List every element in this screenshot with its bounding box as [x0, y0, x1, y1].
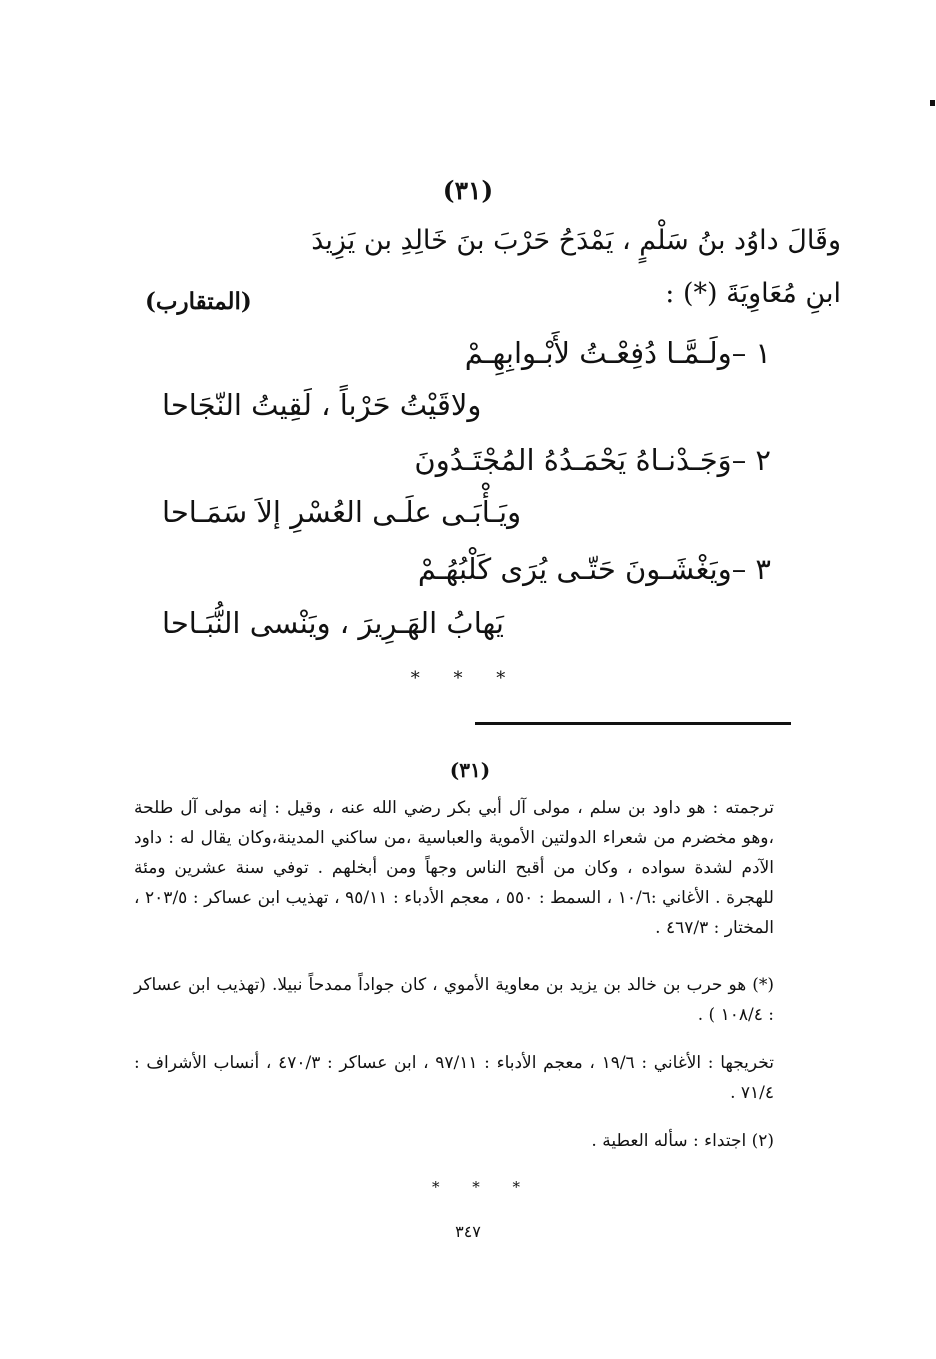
footnote-divider [475, 722, 791, 725]
margin-mark [930, 100, 935, 106]
verse-1-first-hemistich: ١ –ولَـمَّـا دُفِعْـتُ لأَبْـوابِهِـمْ [464, 336, 771, 370]
verse-3-second-hemistich: يَهابُ الهَـرِيرَ ، ويَنْسى النُّبَـاحا [162, 606, 504, 640]
verse-1-second-hemistich: ولاقَيْتُ حَرْباً ، لَقِيتُ النّجَاحا [162, 388, 482, 422]
verse-2-second-hemistich: ويَـأْبَـى علَـى العُسْرِ إلاَ سَمَـاحا [162, 495, 522, 529]
poem-separator: * * * [410, 668, 520, 689]
poem-intro-line-1: وقَالَ داوُد بنُ سَلْمٍ ، يَمْدَحُ حَرْبَ بنَ خَالِدِ بن يَزِيدَ [311, 225, 841, 256]
verse-2-first-hemistich: ٢ –وَجَـدْنـاهُ يَحْمَـدُهُ المُجْتَـدُونَ [414, 443, 771, 477]
poem-intro-line-2: ابنِ مُعَاوِيَةَ (*) : [665, 278, 841, 309]
footnote-subject-note: (*) هو حرب بن خالد بن يزيد بن معاوية الأموي ، كان جواداً ممدحاً نبيلا. (تهذيب ابن عساكر : ١٠٨/٤ ) . [134, 975, 774, 1025]
poem-number: (٣١) [442, 176, 494, 205]
page-number: ٣٤٧ [455, 1222, 481, 1241]
poem-meter: (المتقارب) [145, 288, 252, 315]
footnote-number: (٣١) [449, 758, 491, 782]
footnote-biography: ترجمته : هو داود بن سلم ، مولى آل أبي بكر رضي الله عنه ، وقيل : إنه مولى آل طلحة ،وهو مخضرم من شعراء الدولتين الأموية والعباسية ،من ساكني المدينة،وكان يقال له : داود الآدم لشدة سواده ، وكان من أقبح الناس وجهاً ومن أبخلهم . توفي سنة عشرين ومئة للهجرة . الأغاني :١٠/٦ ، السمط : ٥٥٠ ، معجم الأدباء : ٩٥/١١ ، تهذيب ابن عساكر : ٢٠٣/٥ ، المختار : ٤٦٧/٣ . [134, 798, 774, 938]
verse-3-first-hemistich: ٣ –ويَغْشَـونَ حَتّـى يُرَى كَلْبُهُـمْ [417, 552, 771, 586]
footnote-sources: تخريجها : الأغاني : ١٩/٦ ، معجم الأدباء : ٩٧/١١ ، ابن عساكر : ٤٧٠/٣ ، أنساب الأشراف : ٧١/٤ . [134, 1053, 775, 1103]
footnote-gloss: (٢) اجتداء : سأله العطية . [591, 1131, 774, 1151]
footnote-separator: * * * [432, 1178, 535, 1196]
